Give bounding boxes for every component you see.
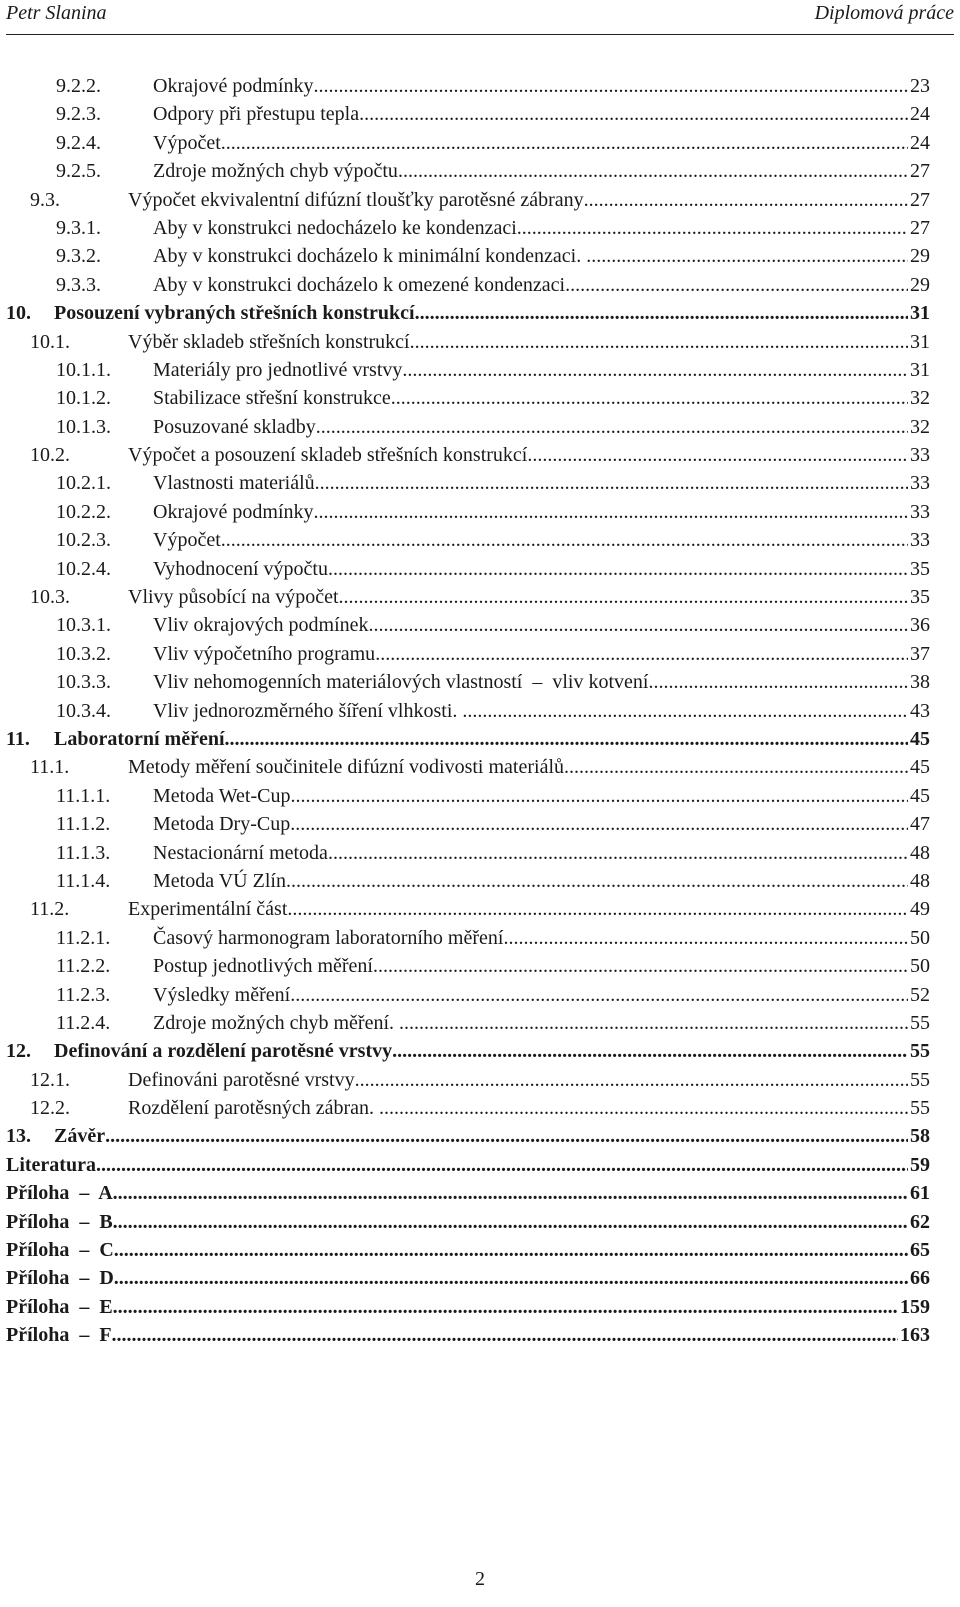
toc-dot-leader <box>96 1151 908 1179</box>
toc-entry-page: 55 <box>908 1009 930 1037</box>
toc-entry-page: 29 <box>908 242 930 270</box>
toc-entry[interactable] <box>0 242 960 270</box>
toc-entry[interactable] <box>0 186 960 214</box>
toc-entry-title: Nestacionární metoda <box>153 841 328 864</box>
toc-entry[interactable] <box>0 1151 960 1179</box>
toc-entry-page: 37 <box>908 640 930 668</box>
toc-entry-page: 32 <box>908 384 930 412</box>
toc-entry-page: 32 <box>908 413 930 441</box>
toc-entry-title: Příloha – B <box>6 1210 113 1233</box>
toc-entry-title: Výběr skladeb střešních konstrukcí <box>128 330 410 353</box>
toc-entry-number: 10.1. <box>30 330 70 353</box>
toc-dot-leader <box>315 469 908 497</box>
toc-entry-title: Příloha – D <box>6 1267 114 1290</box>
toc-entry-page: 27 <box>908 214 930 242</box>
toc-entry[interactable] <box>0 1208 960 1236</box>
toc-entry[interactable] <box>0 157 960 185</box>
toc-entry-title: Metody měření součinitele difúzní vodivosti materiálů <box>128 756 565 779</box>
toc-dot-leader <box>564 753 908 781</box>
header-doc-type: Diplomová práce <box>814 2 954 24</box>
toc-dot-leader <box>527 441 908 469</box>
toc-dot-leader <box>113 1179 908 1207</box>
toc-entry-line <box>153 242 908 270</box>
toc-dot-leader <box>359 100 908 128</box>
toc-entry[interactable] <box>0 1037 960 1065</box>
toc-entry-line <box>153 157 908 185</box>
toc-dot-leader <box>398 157 908 185</box>
toc-dot-leader <box>373 952 908 980</box>
table-of-contents <box>0 72 960 1350</box>
toc-entry-line <box>153 384 908 412</box>
toc-entry[interactable] <box>0 72 960 100</box>
toc-dot-leader <box>113 1293 898 1321</box>
toc-entry-line <box>153 356 908 384</box>
toc-dot-leader <box>379 1094 908 1122</box>
toc-entry-number: 10.2.4. <box>56 557 111 580</box>
toc-entry-number: 11.2.3. <box>56 983 111 1006</box>
toc-entry-page: 31 <box>908 356 930 384</box>
toc-entry-line <box>153 413 908 441</box>
toc-entry-page: 66 <box>908 1264 930 1292</box>
toc-entry[interactable] <box>0 1009 960 1037</box>
toc-entry-line <box>54 1122 908 1150</box>
toc-entry-number: 10.2.2. <box>56 500 111 523</box>
toc-entry-title: Výpočet ekvivalentní difúzní tloušťky parotěsné zábrany <box>128 188 584 211</box>
toc-entry-title: Výpočet <box>153 529 221 552</box>
toc-entry-line <box>6 1151 908 1179</box>
toc-entry-line <box>153 526 908 554</box>
toc-entry[interactable] <box>0 271 960 299</box>
toc-dot-leader <box>105 1122 908 1150</box>
toc-entry-title: Literatura <box>6 1153 96 1176</box>
toc-entry[interactable] <box>0 952 960 980</box>
toc-dot-leader <box>287 895 908 923</box>
toc-entry-title: Závěr <box>54 1125 106 1148</box>
toc-dot-leader <box>113 1208 908 1236</box>
toc-dot-leader <box>328 555 908 583</box>
toc-entry-title: Postup jednotlivých měření <box>153 955 373 978</box>
toc-entry-number: 9.2.2. <box>56 75 101 97</box>
toc-entry[interactable] <box>0 384 960 412</box>
toc-entry-title: Rozdělení parotěsných zábran. <box>128 1097 380 1120</box>
toc-entry[interactable] <box>0 526 960 554</box>
toc-entry-number: 11.2.2. <box>56 955 111 978</box>
toc-entry[interactable] <box>0 441 960 469</box>
toc-entry-page: 62 <box>908 1208 930 1236</box>
toc-entry-number: 9.2.3. <box>56 103 101 126</box>
toc-entry-number: 10.2. <box>30 444 70 467</box>
toc-entry[interactable] <box>0 214 960 242</box>
toc-dot-leader <box>114 1236 908 1264</box>
toc-entry-title: Časový harmonogram laboratorního měření <box>153 926 504 949</box>
toc-entry-number: 9.2.5. <box>56 160 101 183</box>
toc-entry-line <box>6 1321 898 1349</box>
toc-entry[interactable] <box>0 753 960 781</box>
toc-entry[interactable] <box>0 498 960 526</box>
toc-entry-title: Příloha – A <box>6 1182 113 1205</box>
toc-entry-title: Posuzované skladby <box>153 415 316 438</box>
toc-entry-line <box>153 498 908 526</box>
toc-entry[interactable] <box>0 725 960 753</box>
toc-entry-title: Vliv nehomogenních materiálových vlastností – vliv kotvení <box>153 671 649 694</box>
toc-dot-leader <box>226 129 908 157</box>
toc-dot-leader <box>462 697 908 725</box>
toc-entry[interactable] <box>0 1066 960 1094</box>
toc-dot-leader <box>570 271 908 299</box>
toc-entry-line <box>6 1208 908 1236</box>
toc-entry[interactable] <box>0 640 960 668</box>
toc-entry-page: 29 <box>908 271 930 299</box>
toc-entry-title: Stabilizace střešní konstrukce <box>153 387 391 410</box>
toc-entry-number: 9.3. <box>30 188 60 211</box>
toc-dot-leader <box>290 810 908 838</box>
toc-entry[interactable] <box>0 1293 960 1321</box>
page-header <box>6 0 954 35</box>
toc-entry-number: 10.2.3. <box>56 529 111 552</box>
toc-entry-number: 10.3.2. <box>56 642 111 665</box>
toc-entry-line <box>153 271 908 299</box>
toc-entry-page: 55 <box>908 1037 930 1065</box>
toc-entry-page: 23 <box>908 72 930 100</box>
toc-entry-page: 59 <box>908 1151 930 1179</box>
toc-entry-line <box>153 72 908 100</box>
toc-entry-line <box>128 328 908 356</box>
toc-entry-page: 43 <box>908 697 930 725</box>
toc-entry[interactable] <box>0 328 960 356</box>
toc-entry[interactable] <box>0 100 960 128</box>
toc-entry-title: Okrajové podmínky <box>153 75 314 97</box>
toc-entry-line <box>153 129 908 157</box>
toc-entry-line <box>153 839 908 867</box>
toc-dot-leader <box>316 413 908 441</box>
toc-entry-number: 10.1.2. <box>56 387 111 410</box>
toc-entry-page: 27 <box>908 186 930 214</box>
toc-entry-line <box>153 611 908 639</box>
toc-entry-page: 58 <box>908 1122 930 1150</box>
header-author: Petr Slanina <box>6 2 107 24</box>
toc-entry-line <box>153 981 908 1009</box>
toc-entry-page: 35 <box>908 583 930 611</box>
toc-entry-line <box>153 555 908 583</box>
toc-entry-line <box>54 725 908 753</box>
toc-entry-line <box>128 753 908 781</box>
toc-entry-number: 11.2.4. <box>56 1011 111 1034</box>
toc-entry-line <box>128 186 908 214</box>
toc-entry-number: 10.1.1. <box>56 358 111 381</box>
toc-entry-title: Metoda Dry-Cup <box>153 813 291 836</box>
toc-entry-page: 31 <box>908 328 930 356</box>
toc-entry-number: 11.1.2. <box>56 813 111 836</box>
toc-entry-line <box>6 1293 898 1321</box>
toc-entry-page: 65 <box>908 1236 930 1264</box>
toc-entry-number: 10.3. <box>30 586 70 609</box>
toc-entry-title: Výpočet a posouzení skladeb střešních konstrukcí <box>128 444 528 467</box>
toc-dot-leader <box>648 668 908 696</box>
toc-entry[interactable] <box>0 583 960 611</box>
toc-entry-page: 33 <box>908 498 930 526</box>
toc-dot-leader <box>399 1009 908 1037</box>
toc-entry[interactable] <box>0 1122 960 1150</box>
toc-entry[interactable] <box>0 129 960 157</box>
toc-entry-number: 9.2.4. <box>56 131 101 154</box>
toc-dot-leader <box>410 328 908 356</box>
toc-entry-title: Metoda VÚ Zlín <box>153 869 286 892</box>
toc-entry-page: 24 <box>908 100 930 128</box>
toc-entry-line <box>153 100 908 128</box>
toc-entry[interactable] <box>0 1321 960 1349</box>
toc-entry-line <box>153 697 908 725</box>
toc-entry-line <box>153 924 908 952</box>
toc-entry-page: 159 <box>898 1293 930 1321</box>
toc-entry-number: 11.1.3. <box>56 841 111 864</box>
toc-dot-leader <box>328 839 908 867</box>
toc-entry-line <box>153 952 908 980</box>
toc-dot-leader <box>586 242 908 270</box>
toc-entry-page: 31 <box>908 299 930 327</box>
toc-entry-title: Experimentální část <box>128 898 288 921</box>
toc-entry[interactable] <box>0 1264 960 1292</box>
toc-entry-page: 24 <box>908 129 930 157</box>
toc-entry[interactable] <box>0 668 960 696</box>
toc-entry-number: 12.1. <box>30 1068 70 1091</box>
toc-entry-page: 38 <box>908 668 930 696</box>
toc-dot-leader <box>355 1066 908 1094</box>
toc-entry-line <box>153 668 908 696</box>
toc-entry-page: 45 <box>908 725 930 753</box>
toc-entry-title: Výsledky měření <box>153 983 291 1006</box>
toc-dot-leader <box>503 924 908 952</box>
toc-entry-title: Aby v konstrukci nedocházelo ke kondenzaci <box>153 216 517 239</box>
toc-entry[interactable] <box>0 413 960 441</box>
toc-dot-leader <box>402 356 908 384</box>
toc-entry[interactable] <box>0 697 960 725</box>
toc-entry-number: 11.1. <box>30 756 70 779</box>
toc-entry-number: 11.2. <box>30 898 70 921</box>
toc-entry[interactable] <box>0 924 960 952</box>
toc-entry-title: Odpory při přestupu tepla <box>153 103 360 126</box>
toc-entry-title: Příloha – E <box>6 1295 113 1318</box>
toc-entry-number: 12. <box>6 1040 31 1063</box>
toc-dot-leader <box>369 611 908 639</box>
toc-entry-line <box>153 810 908 838</box>
toc-entry-number: 9.3.2. <box>56 245 101 268</box>
toc-entry[interactable] <box>0 555 960 583</box>
toc-entry-page: 36 <box>908 611 930 639</box>
toc-entry-title: Definováni parotěsné vrstvy <box>128 1068 355 1091</box>
toc-entry-number: 10.1.3. <box>56 415 111 438</box>
toc-entry-line <box>153 782 908 810</box>
toc-entry-title: Laboratorní měření <box>54 727 225 750</box>
toc-entry[interactable] <box>0 299 960 327</box>
toc-entry-page: 50 <box>908 952 930 980</box>
toc-entry-page: 55 <box>908 1094 930 1122</box>
page-number: 2 <box>475 1568 485 1590</box>
toc-dot-leader <box>225 725 908 753</box>
toc-entry-page: 27 <box>908 157 930 185</box>
toc-entry-page: 47 <box>908 810 930 838</box>
toc-entry-page: 33 <box>908 469 930 497</box>
toc-entry-line <box>128 583 908 611</box>
toc-entry[interactable] <box>0 1236 960 1264</box>
toc-entry-page: 45 <box>908 753 930 781</box>
toc-entry-page: 35 <box>908 555 930 583</box>
toc-entry-line <box>153 469 908 497</box>
toc-entry-number: 11.1.1. <box>56 784 111 807</box>
toc-entry-title: Zdroje možných chyb měření. <box>153 1011 400 1034</box>
toc-dot-leader <box>392 1037 908 1065</box>
toc-entry[interactable] <box>0 895 960 923</box>
toc-entry-line <box>153 1009 908 1037</box>
toc-entry-number: 11. <box>6 727 30 750</box>
toc-entry-line <box>153 214 908 242</box>
toc-entry-title: Posouzení vybraných střešních konstrukcí <box>54 302 415 325</box>
toc-entry[interactable] <box>0 356 960 384</box>
toc-entry-number: 10.3.1. <box>56 614 111 637</box>
toc-entry-page: 50 <box>908 924 930 952</box>
toc-entry-number: 10.3.4. <box>56 699 111 722</box>
toc-entry-number: 10.3.3. <box>56 671 111 694</box>
toc-entry-line <box>6 1264 908 1292</box>
toc-entry-page: 33 <box>908 441 930 469</box>
toc-dot-leader <box>114 1264 908 1292</box>
toc-entry-number: 10. <box>6 302 31 325</box>
toc-entry[interactable] <box>0 810 960 838</box>
toc-entry-title: Příloha – C <box>6 1239 114 1262</box>
toc-entry-number: 9.3.1. <box>56 216 101 239</box>
toc-entry-title: Příloha – F <box>6 1324 112 1347</box>
toc-entry[interactable] <box>0 981 960 1009</box>
toc-entry-number: 9.3.3. <box>56 273 101 296</box>
toc-dot-leader <box>314 72 908 100</box>
toc-entry-line <box>128 1094 908 1122</box>
toc-entry-title: Vyhodnocení výpočtu <box>153 557 328 580</box>
toc-entry-page: 48 <box>908 867 930 895</box>
toc-entry-title: Metoda Wet-Cup <box>153 784 291 807</box>
toc-entry-title: Vlastnosti materiálů <box>153 472 315 495</box>
toc-entry-line <box>6 1236 908 1264</box>
toc-dot-leader <box>286 867 908 895</box>
toc-entry-title: Výpočet. <box>153 131 226 154</box>
toc-entry[interactable] <box>0 867 960 895</box>
toc-entry-line <box>128 441 908 469</box>
toc-entry-title: Aby v konstrukci docházelo k omezené kondenzaci. <box>153 273 571 296</box>
toc-entry-number: 11.2.1. <box>56 926 111 949</box>
toc-entry-line <box>128 895 908 923</box>
toc-entry-line <box>54 1037 908 1065</box>
toc-dot-leader <box>290 782 908 810</box>
toc-entry-title: Vliv okrajových podmínek <box>153 614 369 637</box>
toc-dot-leader <box>584 186 908 214</box>
toc-entry-page: 33 <box>908 526 930 554</box>
toc-entry-title: Aby v konstrukci docházelo k minimální kondenzaci. <box>153 245 587 268</box>
toc-dot-leader <box>314 498 908 526</box>
toc-entry-page: 61 <box>908 1179 930 1207</box>
toc-entry[interactable] <box>0 782 960 810</box>
toc-dot-leader <box>112 1321 898 1349</box>
toc-entry[interactable] <box>0 1094 960 1122</box>
toc-entry-title: Definování a rozdělení parotěsné vrstvy <box>54 1040 393 1063</box>
toc-entry-page: 48 <box>908 839 930 867</box>
toc-entry-page: 55 <box>908 1066 930 1094</box>
toc-entry-title: Vlivy působící na výpočet <box>128 586 339 609</box>
toc-entry-number: 12.2. <box>30 1097 70 1120</box>
toc-dot-leader <box>290 981 908 1009</box>
toc-entry-line <box>153 867 908 895</box>
toc-entry-page: 45 <box>908 782 930 810</box>
toc-entry-number: 10.2.1. <box>56 472 111 495</box>
toc-entry[interactable] <box>0 839 960 867</box>
toc-entry-title: Vliv jednorozměrného šíření vlhkosti. <box>153 699 463 722</box>
toc-entry-title: Materiály pro jednotlivé vrstvy <box>153 358 403 381</box>
toc-entry[interactable] <box>0 1179 960 1207</box>
toc-entry-page: 163 <box>898 1321 930 1349</box>
toc-entry[interactable] <box>0 469 960 497</box>
toc-entry-page: 49 <box>908 895 930 923</box>
toc-entry[interactable] <box>0 611 960 639</box>
toc-entry-line <box>128 1066 908 1094</box>
toc-dot-leader <box>415 299 908 327</box>
toc-dot-leader <box>221 526 908 554</box>
toc-entry-number: 11.1.4. <box>56 869 111 892</box>
toc-entry-title: Vliv výpočetního programu <box>153 642 376 665</box>
toc-entry-line <box>6 1179 908 1207</box>
toc-entry-title: Zdroje možných chyb výpočtu <box>153 160 398 183</box>
toc-dot-leader <box>391 384 908 412</box>
toc-dot-leader <box>375 640 908 668</box>
toc-entry-title: Okrajové podmínky <box>153 500 314 523</box>
toc-entry-number: 13. <box>6 1125 31 1148</box>
toc-entry-page: 52 <box>908 981 930 1009</box>
toc-entry-line <box>153 640 908 668</box>
toc-entry-line <box>54 299 908 327</box>
toc-dot-leader <box>517 214 908 242</box>
toc-dot-leader <box>339 583 908 611</box>
